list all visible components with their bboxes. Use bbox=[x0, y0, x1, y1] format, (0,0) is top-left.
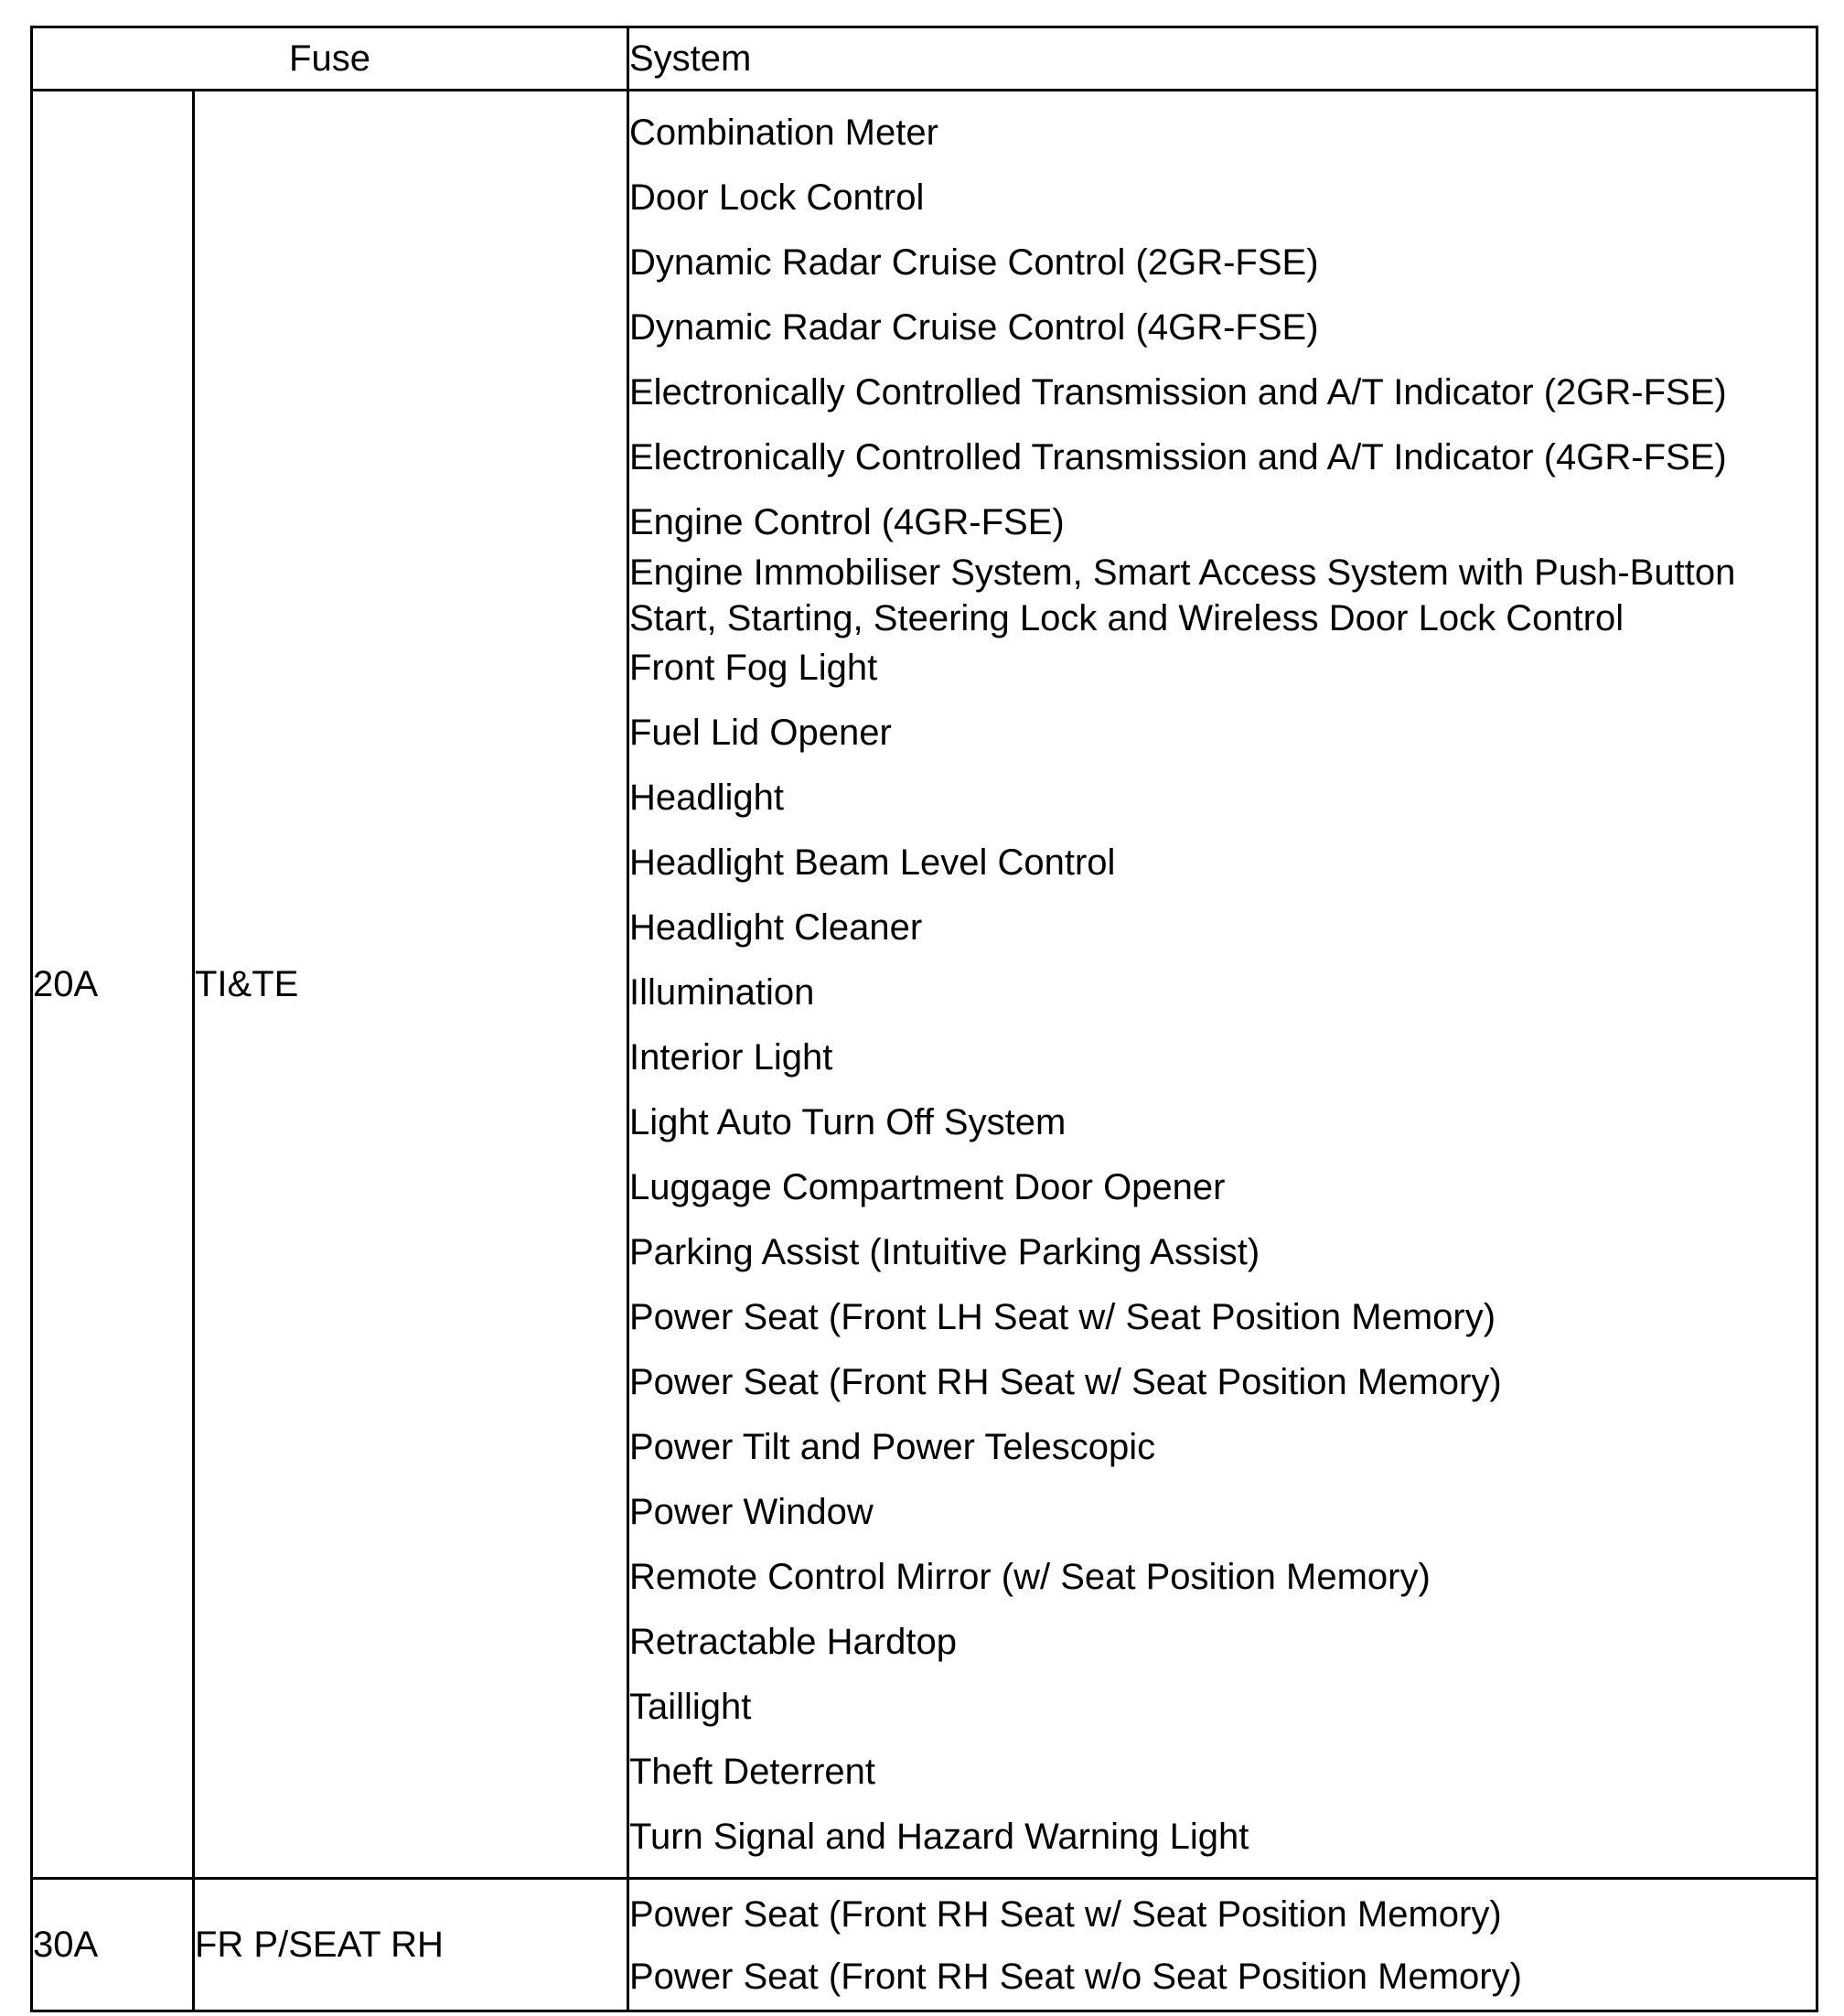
system-item: Power Seat (Front RH Seat w/ Seat Position Memory) bbox=[629, 1362, 1502, 1402]
system-item: Power Seat (Front LH Seat w/ Seat Position Memory) bbox=[629, 1297, 1496, 1337]
system-item: Engine Control (4GR-FSE) bbox=[629, 502, 1065, 542]
fuse-table bbox=[30, 26, 1818, 2012]
system-list bbox=[629, 1880, 1816, 2010]
system-item: Headlight Cleaner bbox=[629, 907, 923, 948]
system-list-cell bbox=[628, 1879, 1817, 2011]
system-item: Electronically Controlled Transmission and A/T Indicator (2GR-FSE) bbox=[629, 372, 1727, 413]
fuse-name: FR P/SEAT RH bbox=[194, 1879, 628, 2011]
system-item: Front Fog Light bbox=[629, 648, 878, 688]
system-item: Interior Light bbox=[629, 1037, 833, 1078]
system-item: Electronically Controlled Transmission and A/T Indicator (4GR-FSE) bbox=[629, 437, 1727, 477]
table-header-row bbox=[32, 27, 1817, 91]
system-item: Remote Control Mirror (w/ Seat Position Memory) bbox=[629, 1557, 1431, 1597]
system-item: Dynamic Radar Cruise Control (4GR-FSE) bbox=[629, 307, 1319, 348]
system-item: Power Seat (Front RH Seat w/o Seat Position Memory) bbox=[629, 1956, 1522, 1997]
header-fuse: Fuse bbox=[32, 27, 628, 91]
table-row bbox=[32, 91, 1817, 1879]
system-item: Fuel Lid Opener bbox=[629, 713, 892, 753]
system-item: Power Window bbox=[629, 1492, 874, 1532]
system-item: Dynamic Radar Cruise Control (2GR-FSE) bbox=[629, 242, 1319, 283]
fuse-amperage: 30A bbox=[32, 1879, 194, 2011]
table-row bbox=[32, 1879, 1817, 2011]
system-item: Luggage Compartment Door Opener bbox=[629, 1167, 1226, 1207]
system-item: Theft Deterrent bbox=[629, 1752, 876, 1792]
system-item: Turn Signal and Hazard Warning Light bbox=[629, 1817, 1249, 1857]
fuse-name: TI&TE bbox=[194, 91, 628, 1879]
system-item: Engine Immobiliser System, Smart Access System with Push-Button Start, Starting, Steering Lock and Wireless Door Lock Control bbox=[629, 552, 1736, 638]
system-item: Power Seat (Front RH Seat w/ Seat Position Memory) bbox=[629, 1893, 1502, 1935]
system-list-cell bbox=[628, 91, 1817, 1879]
system-list bbox=[629, 91, 1816, 1877]
system-item: Light Auto Turn Off System bbox=[629, 1102, 1067, 1142]
system-item: Illumination bbox=[629, 972, 815, 1013]
system-item: Headlight Beam Level Control bbox=[629, 842, 1116, 883]
system-item: Parking Assist (Intuitive Parking Assist) bbox=[629, 1232, 1260, 1272]
system-item: Headlight bbox=[629, 777, 785, 818]
system-item: Combination Meter bbox=[629, 113, 938, 153]
system-item: Retractable Hardtop bbox=[629, 1622, 957, 1662]
fuse-amperage: 20A bbox=[32, 91, 194, 1879]
system-item: Power Tilt and Power Telescopic bbox=[629, 1427, 1156, 1467]
system-item: Door Lock Control bbox=[629, 177, 925, 218]
header-system: System bbox=[628, 27, 1817, 91]
system-item: Taillight bbox=[629, 1687, 752, 1727]
